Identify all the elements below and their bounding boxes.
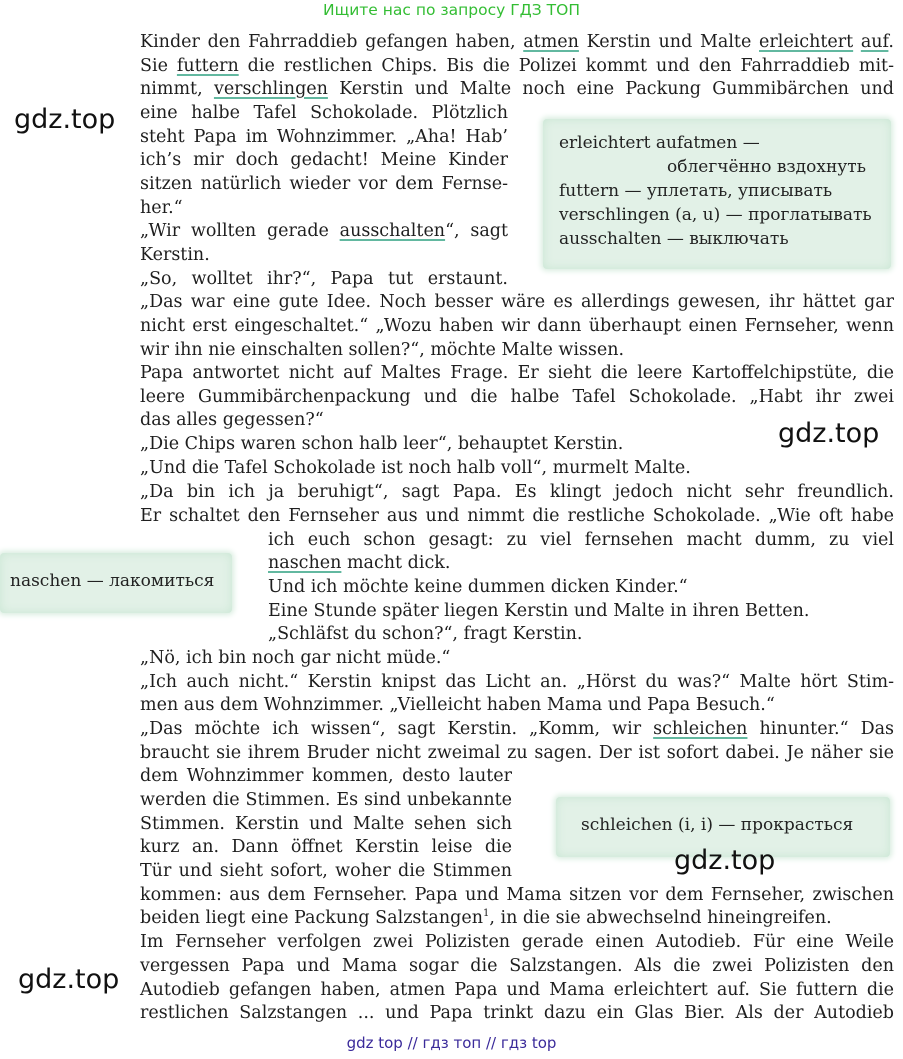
text-line: „So, wolltet ihr?“, Papa tut erstaunt. [140,269,508,289]
text-line: Eine Stunde später liegen Kerstin und Malte in ihren Betten. [268,601,810,621]
text-line: ich euch schon gesagt: zu viel fernsehen macht dumm, zu viel [268,530,894,550]
gloss-entry: ausschalten — выключать [559,229,789,249]
glossed-word: naschen [268,553,342,573]
text-line: „Das war eine gute Idee. Noch besser wäre es allerdings gewesen, ihr hättet gar [140,292,894,312]
glossed-word: atmen [523,32,579,52]
text-line: Autodieb gefangen haben, atmen Papa und Mama erleichtert auf. Sie futtern die [140,980,894,1000]
gloss-entry: schleichen (i, i) — прокрасться [581,815,854,835]
text-line: Tür und sieht sofort, woher die Stimmen [140,861,512,881]
text-line: nicht erst eingeschaltet.“ „Wozu haben wir dann überhaupt einen Fernseher, wenn [140,316,894,336]
gloss-entry: verschlingen (a, u) — проглатывать [559,205,872,225]
text-line: „Die Chips waren schon halb leer“, behauptet Kerstin. [140,434,624,454]
text-line: „Wir wollten gerade ausschalten“, sagt [140,221,508,241]
glossed-word: verschlingen [213,79,328,99]
text-line: steht Papa im Wohnzimmer. „Aha! Hab’ [140,127,508,147]
gloss-entry: naschen — лакомиться [10,571,215,591]
text-line: „Schläfst du schon?“, fragt Kerstin. [268,624,583,644]
text-line: „Und die Tafel Schokolade ist noch halb voll“, murmelt Malte. [140,458,691,478]
text-line: vergessen Papa und Mama sogar die Salzstangen. Als die zwei Polizisten den [140,956,894,976]
gloss-entry: erleichtert aufatmen — [559,133,760,153]
bottom-watermark-note: gdz top // гдз топ // гдз top [346,1034,557,1052]
text-line: Im Fernseher verfolgen zwei Polizisten gerade einen Autodieb. Für eine Weile [140,932,894,952]
text-line: werden die Stimmen. Es sind unbekannte [140,790,512,810]
text-line: ich’s mir doch gedacht! Meine Kinder [140,150,508,170]
text-line: her.“ [140,198,183,218]
text-line: eine halbe Tafel Schokolade. Plötzlich [140,103,508,123]
text-line: Sie futtern die restlichen Chips. Bis die Polizei kommt und den Fahrraddieb mit- [140,56,894,76]
text-line: Kinder den Fahrraddieb gefangen haben, atmen Kerstin und Malte erleichtert auf. [140,32,894,52]
text-line: Stimmen. Kerstin und Malte sehen sich [140,814,512,834]
text-line: Er schaltet den Fernseher aus und nimmt die restliche Schokolade. „Wie oft habe [140,506,894,526]
text-line: men aus dem Wohnzimmer. „Vielleicht haben Mama und Papa Besuch.“ [140,695,775,715]
text-line: „Das möchte ich wissen“, sagt Kerstin. „Komm, wir schleichen hinunter.“ Das [140,719,895,739]
watermark: gdz.top [14,104,116,135]
text-line: das alles gegessen?“ [140,410,324,430]
text-line: wir ihn nie einschalten sollen?“, möchte Malte wissen. [140,340,625,360]
text-line: braucht sie ihrem Bruder nicht zweimal zu sagen. Der ist sofort dabei. Je näher sie [140,743,894,763]
top-search-note: Ищите нас по запросу ГДЗ ТОП [323,1,580,19]
glossed-word: schleichen [653,719,748,739]
glossed-word: erleichtert [759,32,854,52]
watermark: gdz.top [674,845,776,876]
text-line: „Nö, ich bin noch gar nicht müde.“ [140,648,451,668]
text-line: beiden liegt eine Packung Salzstangen$^1$, in die sie abwechselnd hineingreifen. [140,908,832,928]
vocabulary-gloss-box [543,119,891,269]
text-line: Kerstin. [140,245,210,265]
glossed-word: auf [860,32,889,52]
gloss-entry: облегчённо вздохнуть [667,157,866,177]
text-line: „Ich auch nicht.“ Kerstin knipst das Licht an. „Hörst du was?“ Malte hört Stim- [140,672,894,692]
watermark: gdz.top [18,964,120,995]
text-line: kurz an. Dann öffnet Kerstin leise die [140,837,512,857]
vocabulary-gloss-box [0,553,232,613]
text-line: Und ich möchte keine dummen dicken Kinder.“ [268,577,688,597]
text-line: Papa antwortet nicht auf Maltes Frage. Er sieht die leere Kartoffelchipstüte, die [140,363,894,383]
text-line: restlichen Salzstangen ... und Papa trinkt dazu ein Glas Bier. Als der Autodieb [140,1003,894,1023]
text-line: leere Gummibärchenpackung und die halbe Tafel Schokolade. „Habt ihr zwei [140,387,894,407]
watermark: gdz.top [778,418,880,449]
glossed-word: ausschalten [339,221,446,241]
footnote-marker: 1 [482,908,490,920]
text-line: nimmt, verschlingen Kerstin und Malte noch eine Packung Gummibärchen und [140,79,894,99]
text-line: sitzen natürlich wieder vor dem Fernse- [140,174,508,194]
text-line: dem Wohnzimmer kommen, desto lauter [140,766,512,786]
text-line: naschen macht dick. [268,553,451,573]
text-line: „Da bin ich ja beruhigt“, sagt Papa. Es klingt jedoch nicht sehr freundlich. [140,482,894,502]
glossed-word: futtern [176,56,239,76]
text-line: kommen: aus dem Fernseher. Papa und Mama sitzen vor dem Fernseher, zwischen [140,885,894,905]
gloss-entry: futtern — уплетать, уписывать [559,181,833,201]
